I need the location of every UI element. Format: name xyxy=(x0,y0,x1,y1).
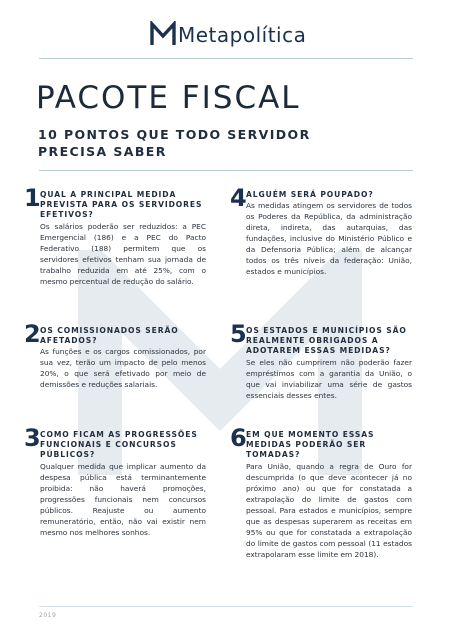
item-question: OS COMISSIONADOS SERÃO AFETADOS? xyxy=(40,326,179,346)
item-number: 4 xyxy=(230,184,247,212)
item-number: 1 xyxy=(24,184,41,212)
brand-name: Metapolítica xyxy=(178,23,307,47)
item-answer: Qualquer medida que implicar aumento da despesa pública está terminantemente proibida: não haverá promoções, progressões funcionais nem concursos públicos. Reajuste ou aumento remuneratório, então, não vai existir nem mesmo nos melhores sonhos. xyxy=(40,461,206,537)
list-item xyxy=(24,322,206,390)
item-question: COMO FICAM AS PROGRESSÕES FUNCIONAIS E CONCURSOS PÚBLICOS? xyxy=(40,430,198,460)
item-question: OS ESTADOS E MUNICÍPIOS SÃO REALMENTE OBRIGADOS A ADOTAREM ESSAS MEDIDAS? xyxy=(246,326,407,356)
item-answer: Os salários poderão ser reduzidos: a PEC Emergencial (186) e a PEC do Pacto Federativo (188) permitem que os servidores efetivos tenham sua jornada de trabalho reduzida em até 25%, com o mesmo percentual de redução do salário. xyxy=(40,221,206,286)
item-answer: As medidas atingem os servidores de todos os Poderes da República, da administração direta, indireta, das autarquias, das fundações, inclusive do Ministério Público e da Defensoria Pública; além de alcançar todos os três níveis da federação: União, estados e municípios. xyxy=(246,201,412,277)
brand-logo xyxy=(0,18,452,58)
list-item xyxy=(24,186,206,287)
page-title: PACOTE FISCAL xyxy=(36,80,301,116)
m-monogram-icon xyxy=(150,21,176,47)
page-subtitle: 10 PONTOS QUE TODO SERVIDOR PRECISA SABER xyxy=(38,127,311,159)
footer-divider xyxy=(39,606,413,607)
list-item xyxy=(230,322,412,401)
item-question: QUAL A PRINCIPAL MEDIDA PREVISTA PARA OS SERVIDORES EFETIVOS? xyxy=(40,190,203,220)
title-divider xyxy=(39,170,413,171)
item-question: EM QUE MOMENTO ESSAS MEDIDAS PODERÃO SER TOMADAS? xyxy=(246,430,375,460)
item-answer: As funções e os cargos comissionados, por sua vez, terão um impacto de pelo menos 20%, o que será efetivado por meio de demissões e reduções salariais. xyxy=(40,347,206,390)
item-number: 3 xyxy=(24,424,41,452)
item-answer: Para União, quando a regra de Ouro for descumprida (o que deve acontecer já no próximo ano) ou que for constatada a extrapolação do limite de gastos com pessoal. Para estados e municípios, sempre que as despesas superarem as receitas em 95% ou que for constatada a extrapolação do limite de gastos com pessoal (11 estados extrapolaram esse limite em 2018). xyxy=(246,461,412,559)
list-item xyxy=(230,426,412,560)
item-answer: Se eles não cumprirem não poderão fazer empréstimos com a garantia da União, o que vai inviabilizar uma série de gastos essenciais desses entes. xyxy=(246,357,412,400)
item-question: ALGUÉM SERÁ POUPADO? xyxy=(246,190,374,199)
item-number: 2 xyxy=(24,320,41,348)
header-divider xyxy=(39,58,413,59)
item-number: 6 xyxy=(230,424,247,452)
list-item xyxy=(230,186,412,277)
footer-year: 2019 xyxy=(39,612,57,619)
list-item xyxy=(24,426,206,538)
item-number: 5 xyxy=(230,320,247,348)
